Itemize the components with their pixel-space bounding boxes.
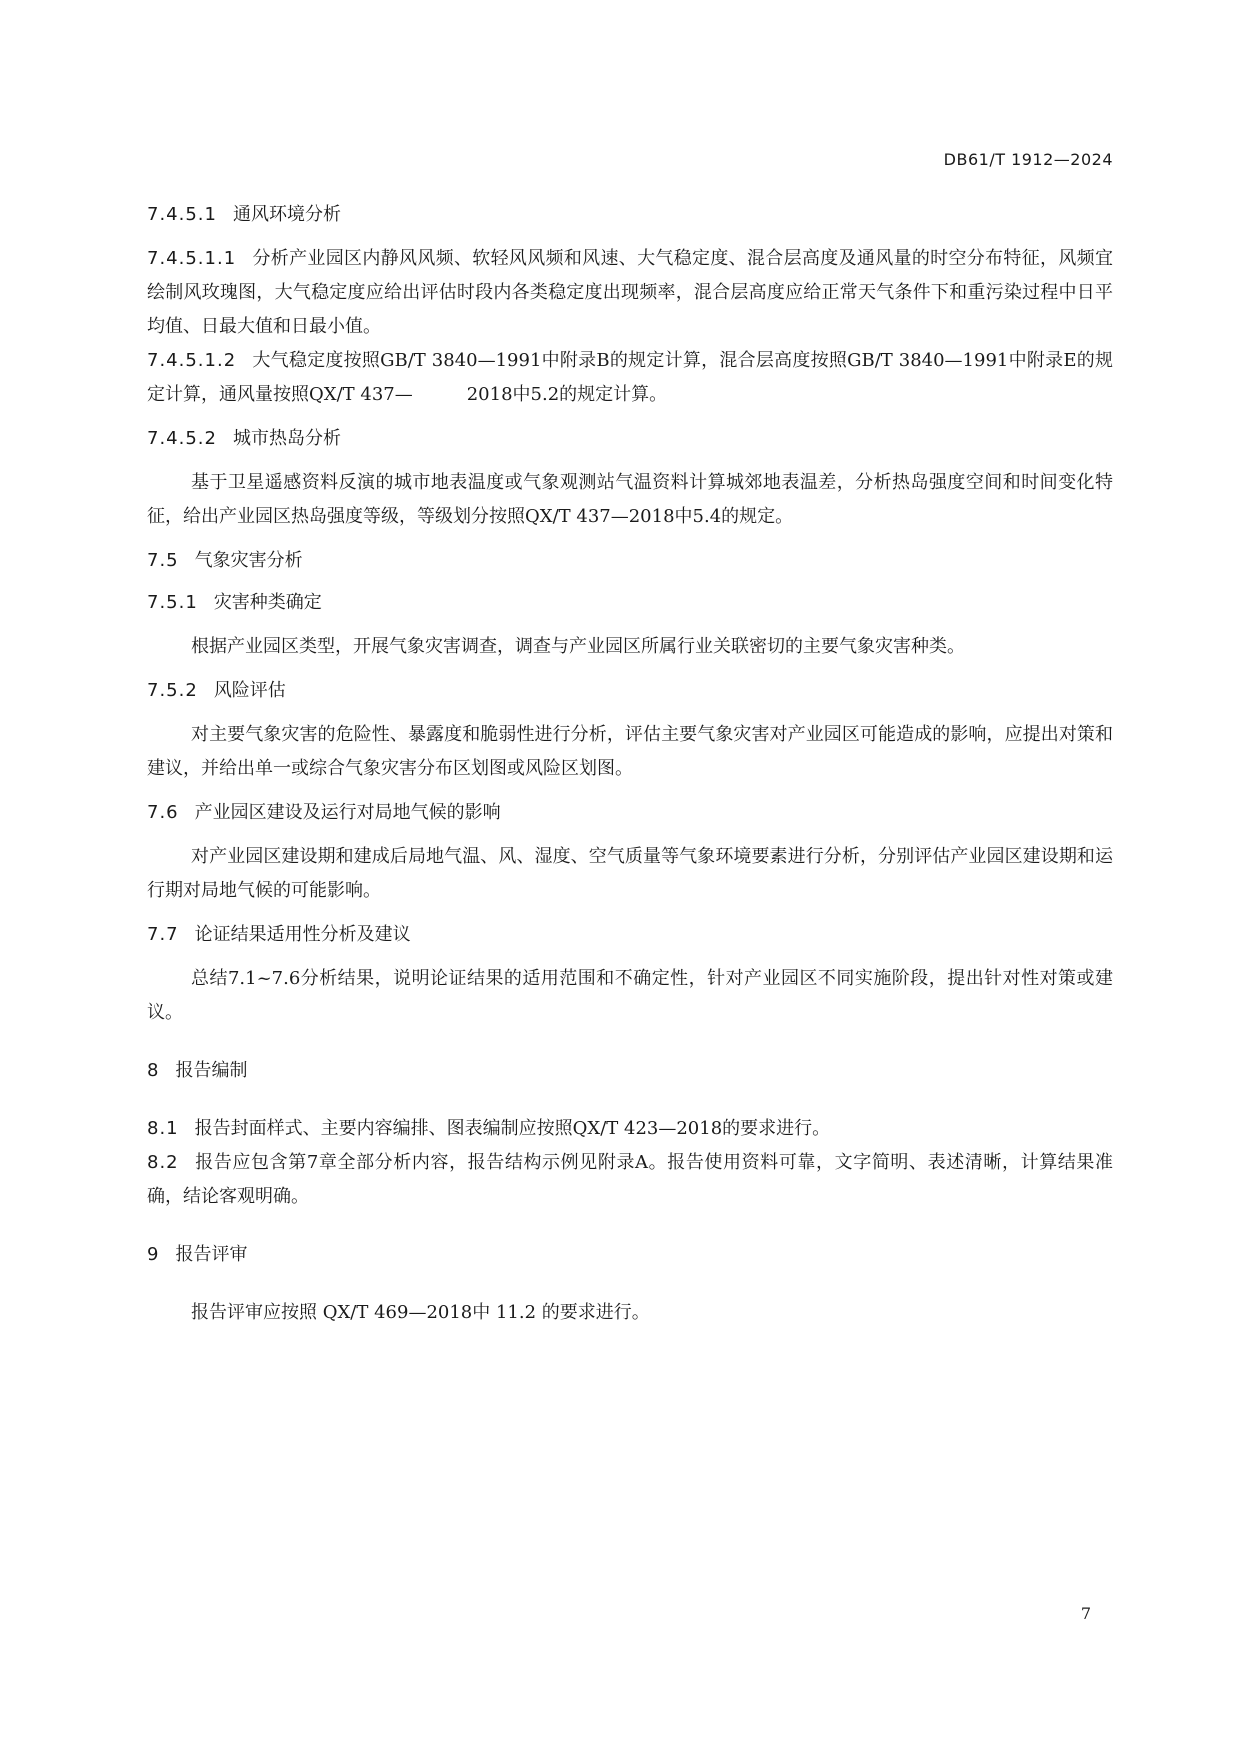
heading-number: 8 xyxy=(147,1060,160,1081)
heading-title: 产业园区建设及运行对局地气候的影响 xyxy=(194,802,501,823)
heading-9 xyxy=(147,1240,1113,1270)
heading-7-5 xyxy=(147,546,1113,576)
paragraph-7-6: 对产业园区建设期和建成后局地气温、风、湿度、空气质量等气象环境要素进行分析，分别评估产业园区建设期和运行期对局地气候的可能影响。 xyxy=(147,846,1113,901)
heading-7-6 xyxy=(147,798,1113,828)
heading-number: 9 xyxy=(147,1244,160,1265)
paragraph-8-2 xyxy=(147,1146,1113,1214)
heading-title: 城市热岛分析 xyxy=(232,428,341,449)
clause-number: 8.2 xyxy=(147,1152,179,1173)
standard-code: DB61/T 1912—2024 xyxy=(943,150,1113,169)
clause-text: 大气稳定度按照GB/T 3840—1991中附录B的规定计算，混合层高度按照GB/T 3840—1991中附录E的规定计算，通风量按照QX/T 437— 2018中5.2的规定计算。 xyxy=(147,350,1113,405)
clause-number: 7.4.5.1.2 xyxy=(147,350,237,371)
heading-title: 灾害种类确定 xyxy=(213,592,322,613)
heading-title: 通风环境分析 xyxy=(232,204,341,225)
heading-title: 气象灾害分析 xyxy=(194,550,303,571)
heading-number: 7.4.5.2 xyxy=(147,428,217,449)
heading-7-5-1 xyxy=(147,588,1113,618)
page-number: 7 xyxy=(1080,1604,1091,1623)
heading-number: 7.7 xyxy=(147,924,179,945)
heading-7-5-2 xyxy=(147,676,1113,706)
heading-title: 报告评审 xyxy=(175,1244,248,1265)
heading-number: 7.4.5.1 xyxy=(147,204,217,225)
heading-number: 7.5.1 xyxy=(147,592,198,613)
paragraph-8-1 xyxy=(147,1112,1113,1146)
clause-text: 报告应包含第7章全部分析内容，报告结构示例见附录A。报告使用资料可靠，文字简明、表述清晰，计算结果准确，结论客观明确。 xyxy=(147,1152,1113,1207)
heading-7-7 xyxy=(147,920,1113,950)
paragraph-7-4-5-2: 基于卫星遥感资料反演的城市地表温度或气象观测站气温资料计算城郊地表温差，分析热岛强度空间和时间变化特征，给出产业园区热岛强度等级，等级划分按照QX/T 437—2018中5.4的规定。 xyxy=(147,472,1113,527)
paragraph-7-7: 总结7.1~7.6分析结果，说明论证结果的适用范围和不确定性，针对产业园区不同实施阶段，提出针对性对策或建议。 xyxy=(147,968,1113,1023)
clause-text: 分析产业园区内静风风频、软轻风风频和风速、大气稳定度、混合层高度及通风量的时空分布特征，风频宜绘制风玫瑰图，大气稳定度应给出评估时段内各类稳定度出现频率，混合层高度应给正常天气条件下和重污染过程中日平均值、日最大值和日最小值。 xyxy=(147,248,1113,337)
heading-title: 风险评估 xyxy=(213,680,286,701)
heading-number: 7.5.2 xyxy=(147,680,198,701)
paragraph-7-4-5-1-1 xyxy=(147,242,1113,344)
clause-number: 7.4.5.1.1 xyxy=(147,248,237,269)
paragraph-9: 报告评审应按照 QX/T 469—2018中 11.2 的要求进行。 xyxy=(191,1302,650,1323)
heading-title: 论证结果适用性分析及建议 xyxy=(194,924,411,945)
heading-title: 报告编制 xyxy=(175,1060,248,1081)
heading-number: 7.6 xyxy=(147,802,179,823)
heading-7-4-5-1 xyxy=(147,200,1113,230)
heading-number: 7.5 xyxy=(147,550,179,571)
paragraph-7-5-2: 对主要气象灾害的危险性、暴露度和脆弱性进行分析，评估主要气象灾害对产业园区可能造成的影响，应提出对策和建议，并给出单一或综合气象灾害分布区划图或风险区划图。 xyxy=(147,724,1113,779)
heading-8 xyxy=(147,1056,1113,1086)
paragraph-7-5-1: 根据产业园区类型，开展气象灾害调查，调查与产业园区所属行业关联密切的主要气象灾害种类。 xyxy=(191,636,965,657)
heading-7-4-5-2 xyxy=(147,424,1113,454)
document-body xyxy=(147,200,1113,1330)
paragraph-7-4-5-1-2 xyxy=(147,344,1113,412)
clause-number: 8.1 xyxy=(147,1118,179,1139)
clause-text: 报告封面样式、主要内容编排、图表编制应按照QX/T 423—2018的要求进行。 xyxy=(194,1118,831,1139)
